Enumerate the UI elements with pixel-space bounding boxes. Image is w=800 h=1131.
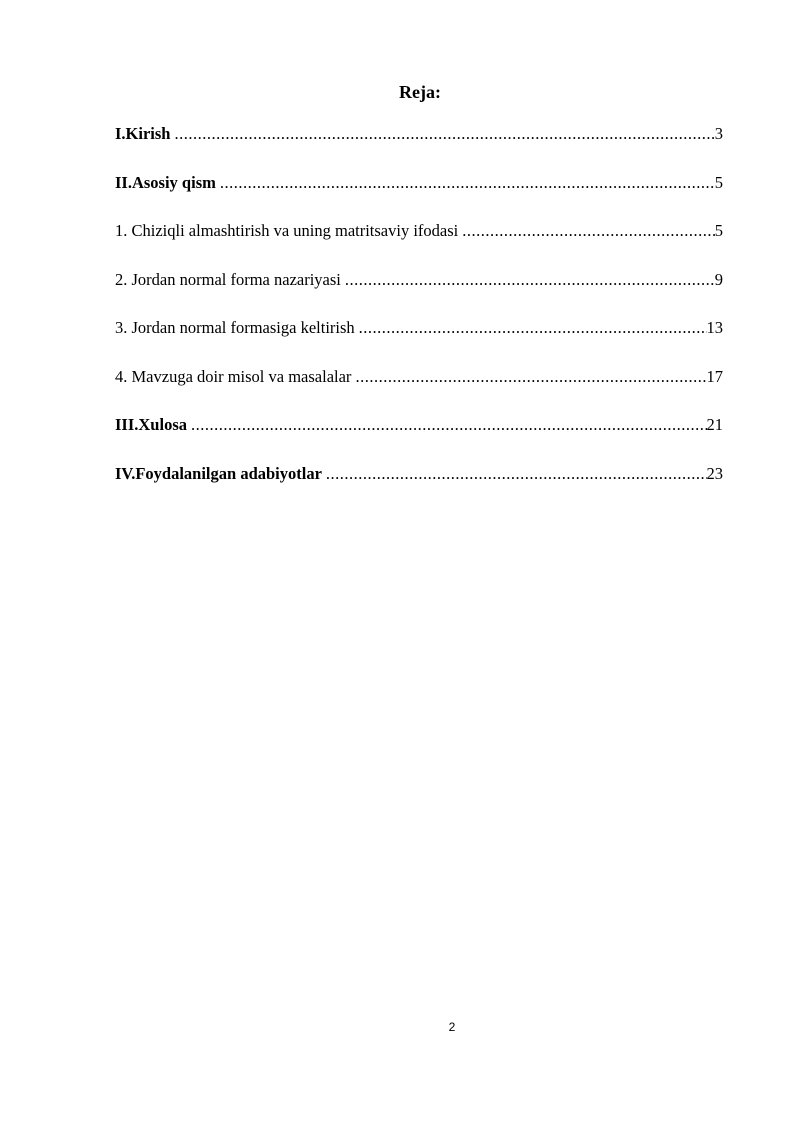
toc-entry-label: I.Kirish (115, 124, 171, 143)
toc-entry-page: 23 (706, 463, 723, 483)
toc-entry-asosiy-qism[interactable] (115, 171, 723, 195)
page-title: Reja: (399, 82, 441, 102)
toc-entry-kirish[interactable] (115, 122, 723, 146)
toc-entry-page: 3 (714, 124, 723, 143)
toc-entry-page: 5 (714, 172, 723, 192)
toc-entry-label: IV.Foydalanilgan adabiyotlar (115, 463, 322, 483)
toc-entry-label: 4. Mavzuga doir misol va masalalar (115, 366, 352, 386)
toc-entry-label: II.Asosiy qism (115, 172, 216, 192)
toc-leader-dots (359, 316, 707, 340)
toc-leader-dots (326, 462, 707, 486)
toc-leader-dots (345, 268, 715, 292)
toc-entry-label: 3. Jordan normal formasiga keltirish (115, 318, 355, 337)
toc-leader-dots (174, 122, 714, 146)
toc-entry-label: III.Xulosa (115, 415, 187, 434)
toc-entry-section-3[interactable] (115, 316, 723, 340)
toc-leader-dots (462, 219, 715, 243)
toc-entry-page: 13 (706, 318, 723, 337)
toc-entry-label: 2. Jordan normal forma nazariyasi (115, 269, 341, 289)
toc-entry-page: 9 (714, 269, 723, 289)
toc-entry-adabiyotlar[interactable] (115, 462, 723, 486)
toc-entry-section-4[interactable] (115, 365, 723, 389)
toc-leader-dots (355, 365, 706, 389)
page-number: 2 (448, 1020, 456, 1034)
toc-entry-label: 1. Chiziqli almashtirish va uning matritsaviy ifodasi (115, 221, 459, 240)
toc-leader-dots (191, 413, 707, 437)
toc-entry-page: 5 (714, 221, 723, 240)
toc-entry-section-2[interactable] (115, 268, 723, 292)
toc-leader-dots (220, 171, 715, 195)
toc-entry-xulosa[interactable] (115, 413, 723, 437)
toc-entry-section-1[interactable] (115, 219, 723, 243)
toc-entry-page: 17 (706, 366, 723, 386)
toc-entry-page: 21 (706, 415, 723, 434)
table-of-contents (115, 122, 723, 486)
